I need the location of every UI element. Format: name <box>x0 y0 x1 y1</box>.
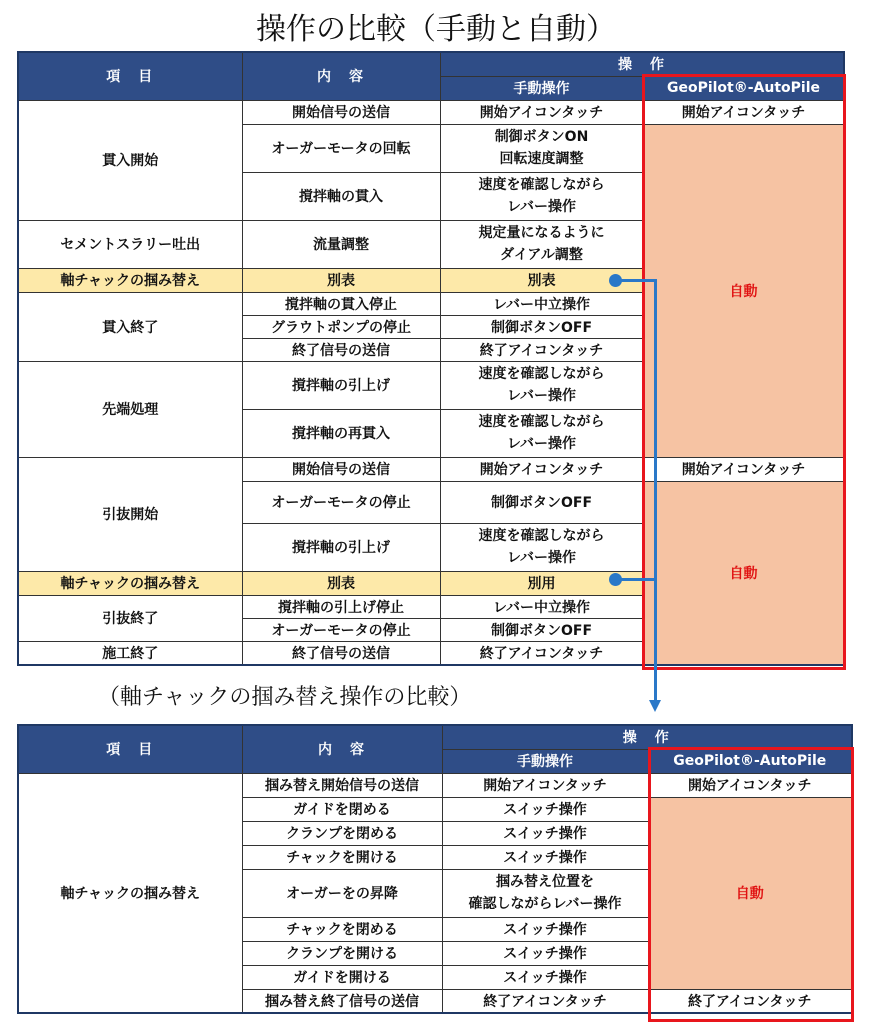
group-chuck-1: 軸チャックの掴み替え <box>18 268 242 292</box>
group-chuck-2: 軸チャックの掴み替え <box>18 571 242 595</box>
manual-cell: レバー中立操作 <box>440 595 643 618</box>
manual-cell: 開始アイコンタッチ <box>440 457 643 481</box>
manual-cell: スイッチ操作 <box>442 941 648 965</box>
content-cell: 掴み替え開始信号の送信 <box>242 773 442 797</box>
content-cell: 別表 <box>242 571 440 595</box>
content-cell: 開始信号の送信 <box>242 457 440 481</box>
content-cell: 撹拌軸の貫入停止 <box>242 292 440 315</box>
connector-arrow-icon <box>649 700 661 712</box>
content-cell: クランプを開ける <box>242 941 442 965</box>
manual-cell: 終了アイコンタッチ <box>440 338 643 361</box>
manual-cell: 制御ボタンOFF <box>440 315 643 338</box>
header-auto: GeoPilot®-AutoPile <box>648 749 852 773</box>
content-cell: ガイドを開ける <box>242 965 442 989</box>
header-item: 項 目 <box>18 725 242 773</box>
content-cell: 終了信号の送信 <box>242 338 440 361</box>
content-cell: 掴み替え終了信号の送信 <box>242 989 442 1013</box>
auto-block-3: 自動 <box>643 481 844 665</box>
header-operation: 操 作 <box>440 52 844 76</box>
header-manual: 手動操作 <box>440 76 643 100</box>
connector-line <box>616 279 657 282</box>
manual-cell: 制御ボタンON 回転速度調整 <box>440 124 643 172</box>
content-cell: 撹拌軸の引上げ停止 <box>242 595 440 618</box>
content-cell: オーガーをの昇降 <box>242 869 442 917</box>
page-title: 操作の比較（手動と自動） <box>256 12 616 47</box>
manual-cell: スイッチ操作 <box>442 797 648 821</box>
group-start-penetration: 貫入開始 <box>18 100 242 220</box>
group-tip: 先端処理 <box>18 361 242 457</box>
manual-cell: 別表 <box>440 268 643 292</box>
group-cement: セメントスラリー吐出 <box>18 220 242 268</box>
manual-cell: 別用 <box>440 571 643 595</box>
content-cell: 流量調整 <box>242 220 440 268</box>
subtitle: （軸チャックの掴み替え操作の比較） <box>98 685 472 710</box>
content-cell: 撹拌軸の引上げ <box>242 361 440 409</box>
header-item: 項 目 <box>18 52 242 100</box>
header-auto: GeoPilot®-AutoPile <box>643 76 844 100</box>
content-cell: 撹拌軸の貫入 <box>242 172 440 220</box>
connector-line <box>654 279 657 701</box>
group-pull-start: 引抜開始 <box>18 457 242 571</box>
content-cell: チャックを閉める <box>242 917 442 941</box>
content-cell: 開始信号の送信 <box>242 100 440 124</box>
manual-cell: 掴み替え位置を 確認しながらレバー操作 <box>442 869 648 917</box>
connector-line <box>616 578 657 581</box>
content-cell: ガイドを閉める <box>242 797 442 821</box>
manual-cell: 速度を確認しながら レバー操作 <box>440 523 643 571</box>
manual-cell: レバー中立操作 <box>440 292 643 315</box>
manual-cell: 速度を確認しながら レバー操作 <box>440 361 643 409</box>
manual-cell: 終了アイコンタッチ <box>440 641 643 665</box>
auto-block-1: 自動 <box>643 124 844 457</box>
comparison-table-chuck <box>17 724 853 1014</box>
content-cell: オーガーモータの回転 <box>242 124 440 172</box>
content-cell: 撹拌軸の再貫入 <box>242 409 440 457</box>
manual-cell: 終了アイコンタッチ <box>442 989 648 1013</box>
content-cell: チャックを開ける <box>242 845 442 869</box>
header-manual: 手動操作 <box>442 749 648 773</box>
manual-cell: スイッチ操作 <box>442 965 648 989</box>
manual-cell: 制御ボタンOFF <box>440 618 643 641</box>
comparison-table-main <box>17 51 845 666</box>
manual-cell: 開始アイコンタッチ <box>440 100 643 124</box>
header-content: 内 容 <box>242 725 442 773</box>
content-cell: オーガーモータの停止 <box>242 481 440 523</box>
group-pull-end: 引抜終了 <box>18 595 242 641</box>
group-chuck: 軸チャックの掴み替え <box>18 773 242 1013</box>
auto-cell: 開始アイコンタッチ <box>643 457 844 481</box>
manual-cell: 開始アイコンタッチ <box>442 773 648 797</box>
header-operation: 操 作 <box>442 725 852 749</box>
content-cell: 別表 <box>242 268 440 292</box>
auto-cell: 終了アイコンタッチ <box>648 989 852 1013</box>
manual-cell: スイッチ操作 <box>442 917 648 941</box>
group-finish: 施工終了 <box>18 641 242 665</box>
manual-cell: 速度を確認しながら レバー操作 <box>440 172 643 220</box>
group-end-penetration: 貫入終了 <box>18 292 242 361</box>
manual-cell: 速度を確認しながら レバー操作 <box>440 409 643 457</box>
content-cell: 撹拌軸の引上げ <box>242 523 440 571</box>
manual-cell: スイッチ操作 <box>442 845 648 869</box>
auto-block-chuck: 自動 <box>648 797 852 989</box>
header-content: 内 容 <box>242 52 440 100</box>
auto-cell: 開始アイコンタッチ <box>648 773 852 797</box>
content-cell: オーガーモータの停止 <box>242 618 440 641</box>
content-cell: 終了信号の送信 <box>242 641 440 665</box>
content-cell: グラウトポンプの停止 <box>242 315 440 338</box>
manual-cell: 制御ボタンOFF <box>440 481 643 523</box>
auto-cell: 開始アイコンタッチ <box>643 100 844 124</box>
manual-cell: スイッチ操作 <box>442 821 648 845</box>
manual-cell: 規定量になるように ダイアル調整 <box>440 220 643 268</box>
content-cell: クランプを閉める <box>242 821 442 845</box>
